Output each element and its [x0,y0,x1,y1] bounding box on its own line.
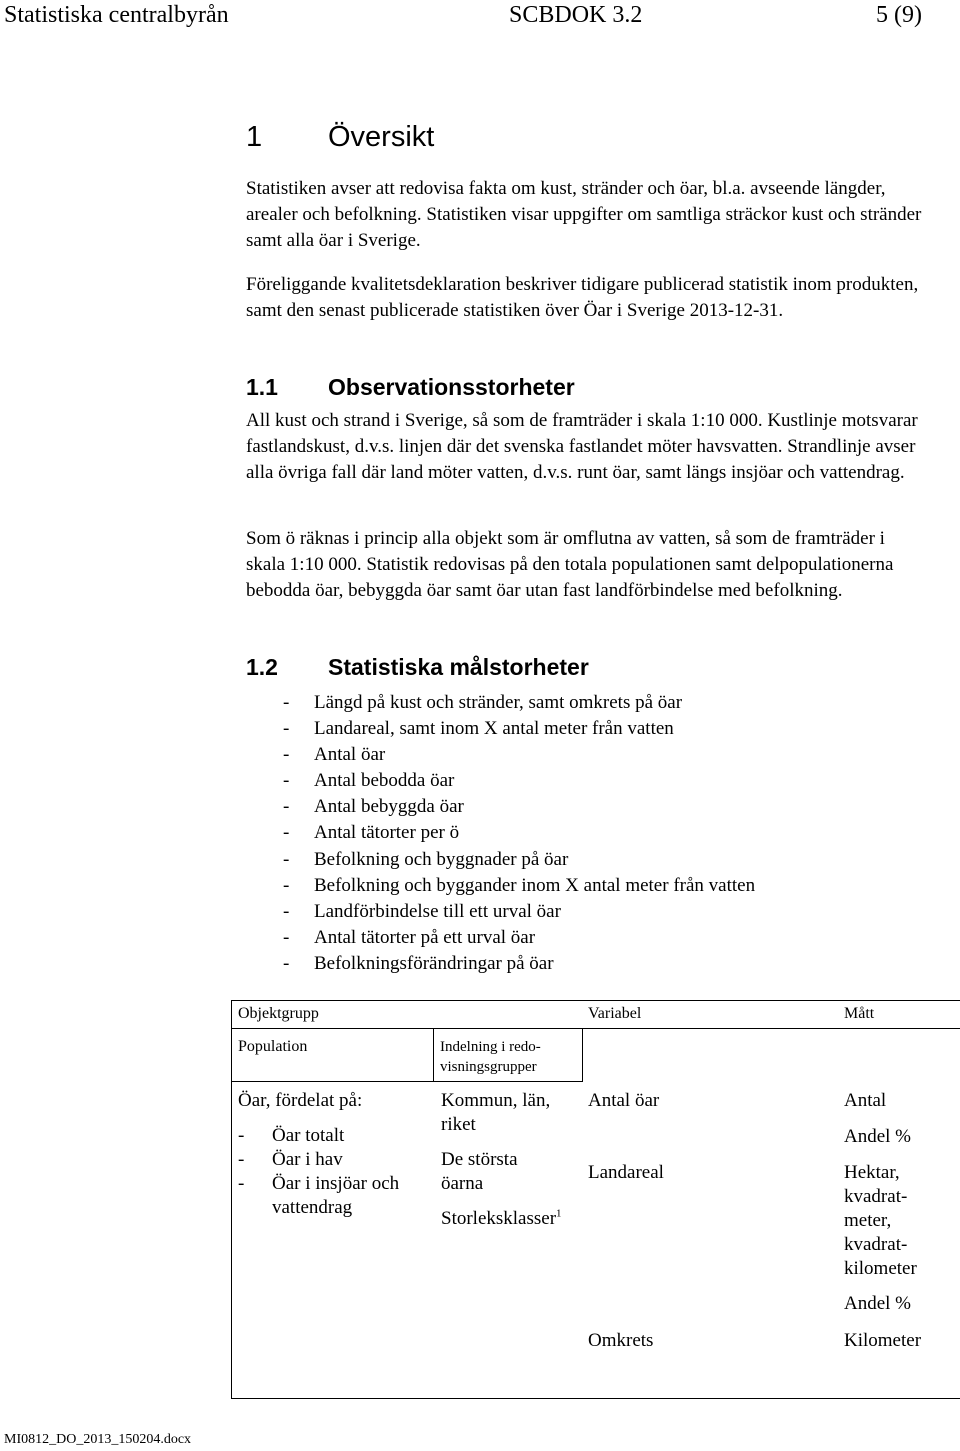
measure-andel-2: Andel % [844,1293,912,1314]
table-divider [232,1081,583,1082]
column-header-matt: Mått [844,1005,875,1022]
list-item: - Öar i hav [238,1149,343,1170]
list-item: - Längd på kust och stränder, samt omkrets på öar [283,692,683,713]
list-item: - Antal bebodda öar [283,770,455,792]
list-item: - Befolkning och byggnader på öar [283,848,569,870]
section-1-title: Översikt [328,121,435,153]
section-1-2-number: 1.2 [246,654,278,680]
statistics-table [231,1000,960,1399]
variable-omkrets: Omkrets [588,1330,654,1351]
section-1-1-paragraph-1: All kust och strand i Sverige, så som de framträder i skala 1:10 000. Kustlinje motsvarar fastlandskust, d.v.s. linjen där det svenska fastlandet möter havsvatten. Strandlinje avser alla övriga fall där land möter vatten, d.v.s. runt öar, samt längs insjöar och vattendrag. [246,410,918,483]
section-1-1-heading [246,374,575,401]
footer-filename: MI0812_DO_2013_150204.docx [4,1432,192,1447]
section-1-paragraph-2: Föreliggande kvalitetsdeklaration beskriver tidigare publicerad statistik inom produkten, samt den senast publicerade statistiken över Öar i Sverige 2013-12-31. [246,274,919,321]
list-item: - Landareal, samt inom X antal meter från vatten [283,718,674,740]
variable-antal-oar: Antal öar [588,1090,660,1111]
population-list [238,1124,422,1220]
table-divider [433,1029,434,1081]
header-page-number: 5 (9) [876,2,922,28]
indelning-cell: Kommun, län, riket De största öarna Storleksklasser$^1$ [441,1090,562,1229]
list-item: - Antal tätorter på ett urval öar [283,926,536,948]
population-title: Öar, fördelat på: [238,1090,363,1111]
measure-area-units: Hektar, kvadrat- meter, kvadrat- kilometer [844,1162,917,1279]
header-org: Statistiska centralbyrån [4,2,229,28]
list-item: - Befolkningsförändringar på öar [283,952,554,974]
section-1-number: 1 [246,121,263,153]
measure-kilometer: Kilometer [844,1330,922,1351]
list-item: - Öar i insjöar och vattendrag [238,1173,400,1218]
section-1-paragraph-1: Statistiken avser att redovisa fakta om kust, stränder och öar, bl.a. avseende längder, arealer och befolkning. Statistiken visar uppgifter om samtliga sträckor kust och stränder samt alla öar i Sverige. [246,178,922,251]
header-doc-id: SCBDOK 3.2 [509,2,643,28]
variable-landareal: Landareal [588,1162,664,1183]
list-item: - Landförbindelse till ett urval öar [283,900,561,922]
section-1-1-title: Observationsstorheter [328,374,575,400]
column-header-objektgrupp: Objektgrupp [238,1005,319,1022]
column-header-variabel: Variabel [588,1005,642,1022]
measure-antal: Antal [844,1090,887,1111]
section-1-1-number: 1.1 [246,374,278,400]
population-cell [238,1089,422,1220]
list-item: - Öar totalt [238,1125,345,1146]
list-item: - Antal öar [283,744,386,766]
list-item: - Befolkning och byggander inom X antal meter från vatten [283,874,756,896]
list-item: - Antal tätorter per ö [283,822,460,844]
list-item: - Antal bebyggda öar [283,796,464,818]
footnote-marker: 1 [556,1207,562,1220]
table-divider [582,1029,583,1081]
subheader-population: Population [238,1038,308,1055]
section-1-2-heading [246,654,589,681]
page-header [0,0,960,40]
section-1-heading [246,121,434,154]
section-1-1-paragraph-2: Som ö räknas i princip alla objekt som är omflutna av vatten, så som de framträder i skala 1:10 000. Statistik redovisas på den totala populationen samt delpopulationerna bebodda öar, bebyggda öar samt öar utan fast landförbindelse med befolkning. [246,528,894,601]
section-1-2-title: Statistiska målstorheter [328,654,589,680]
target-quantities-list [283,690,755,977]
subheader-indelning: Indelning i redo- visningsgrupper [440,1039,541,1075]
measure-andel-1: Andel % [844,1126,912,1147]
